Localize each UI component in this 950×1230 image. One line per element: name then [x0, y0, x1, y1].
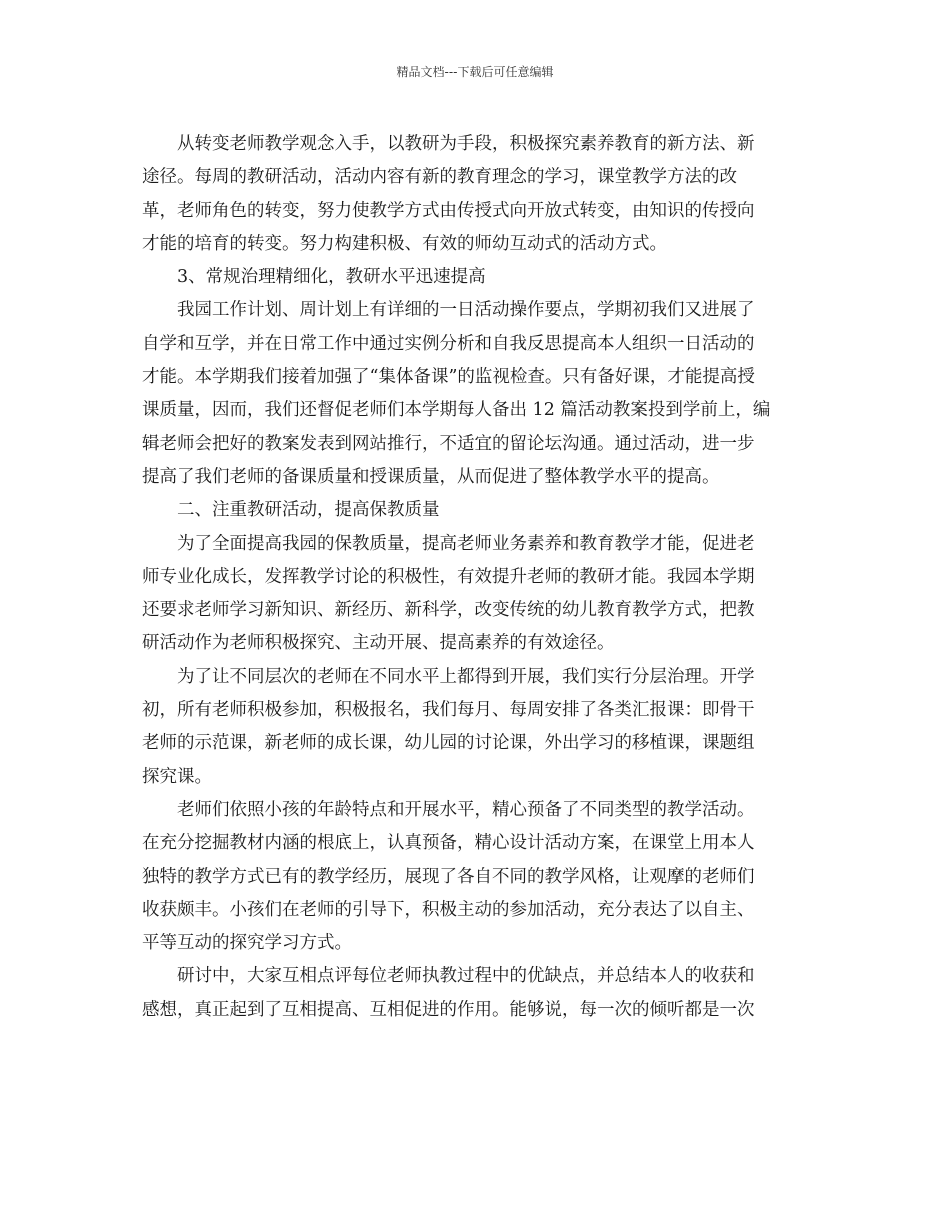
text-line: 课质量，因而，我们还督促老师们本学期每人备出 12 篇活动教案投到学前上，编: [142, 400, 771, 421]
text-line: 辑老师会把好的教案发表到网站推行，不适宜的留论坛沟通。通过活动，进一步: [142, 433, 755, 454]
text-line: 收获颇丰。小孩们在老师的引导下，积极主动的参加活动，充分表达了以自主、: [142, 899, 755, 920]
text-line: 才能。本学期我们接着加强了“集体备课”的监视检查。只有备好课，才能提高授: [142, 367, 755, 388]
text-line: 师专业化成长，发挥教学讨论的积极性，有效提升老师的教研才能。我园本学期: [142, 566, 755, 587]
text-line: 二、注重教研活动，提高保教质量: [177, 500, 440, 521]
text-line: 还要求老师学习新知识、新经历、新科学，改变传统的幼儿教育教学方式，把教: [142, 600, 755, 621]
text-line: 为了全面提高我园的保教质量，提高老师业务素养和教育教学才能，促进老: [177, 533, 755, 554]
text-line: 研活动作为老师积极探究、主动开展、提高素养的有效途径。: [142, 633, 615, 654]
text-line: 感想，真正起到了互相提高、互相促进的作用。能够说，每一次的倾听都是一次: [142, 999, 755, 1020]
text-line: 平等互动的探究学习方式。: [142, 933, 352, 954]
text-line: 研讨中，大家互相点评每位老师执教过程中的优缺点，并总结本人的收获和: [177, 966, 755, 987]
text-line: 我园工作计划、周计划上有详细的一日活动操作要点，学期初我们又进展了: [177, 300, 755, 321]
text-line: 老师们依照小孩的年龄特点和开展水平，精心预备了不同类型的教学活动。: [177, 799, 755, 820]
text-line: 为了让不同层次的老师在不同水平上都得到开展，我们实行分层治理。开学: [177, 666, 755, 687]
text-line: 探究课。: [142, 766, 212, 787]
text-line: 在充分挖掘教材内涵的根底上，认真预备，精心设计活动方案，在课堂上用本人: [142, 833, 755, 854]
text-line: 初，所有老师积极参加，积极报名，我们每月、每周安排了各类汇报课：即骨干: [142, 700, 755, 721]
text-line: 革，老师角色的转变，努力使教学方式由传授式向开放式转变，由知识的传授向: [142, 200, 755, 221]
text-line: 3、常规治理精细化，教研水平迅速提高: [177, 267, 486, 288]
text-line: 老师的示范课，新老师的成长课，幼儿园的讨论课，外出学习的移植课，课题组: [142, 733, 755, 754]
text-line: 自学和互学，并在日常工作中通过实例分析和自我反思提高本人组织一日活动的: [142, 333, 755, 354]
text-line: 独特的教学方式已有的教学经历，展现了各自不同的教学风格，让观摩的老师们: [142, 866, 755, 887]
document-body: [142, 128, 810, 1027]
text-line: 途径。每周的教研活动，活动内容有新的教育理念的学习，课堂教学方法的改: [142, 167, 737, 188]
text-line: 从转变老师教学观念入手，以教研为手段，积极探究素养教育的新方法、新: [177, 134, 755, 154]
page-header: 精品文档---下载后可任意编辑: [396, 65, 554, 79]
text-line: 才能的培育的转变。努力构建积极、有效的师幼互动式的活动方式。: [142, 233, 667, 254]
text-line: 提高了我们老师的备课质量和授课质量，从而促进了整体教学水平的提高。: [142, 466, 720, 487]
